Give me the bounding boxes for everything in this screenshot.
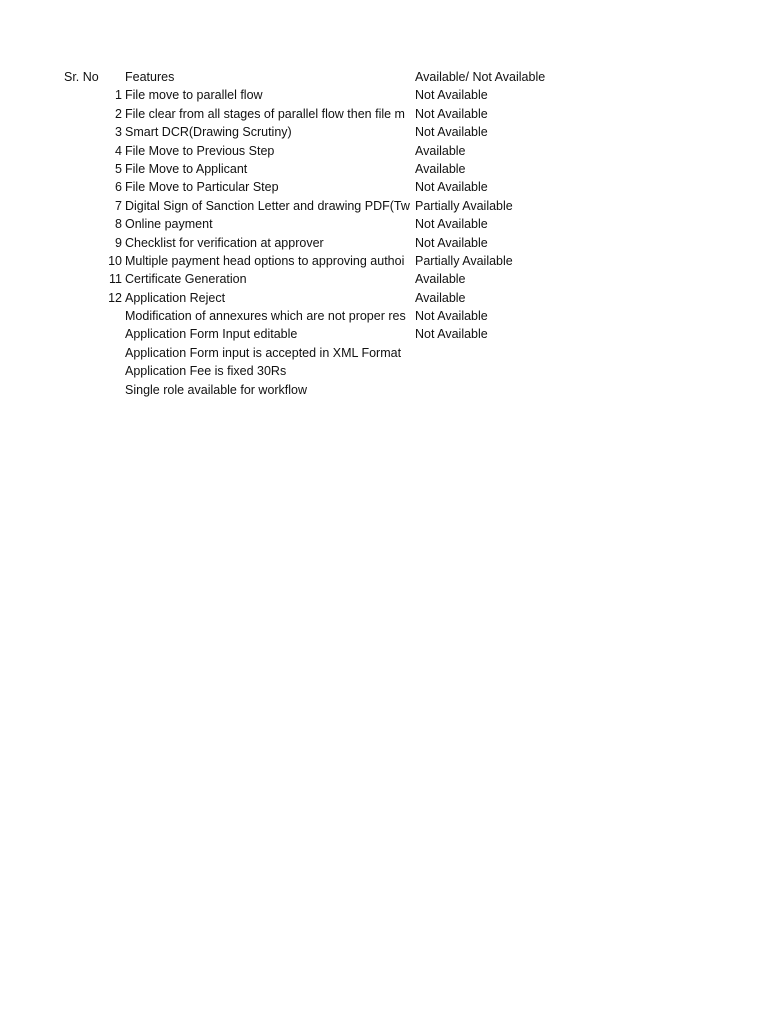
- table-row: [0, 215, 768, 233]
- row-feature: File clear from all stages of parallel flow then file m: [125, 106, 405, 121]
- table-row: [0, 307, 768, 325]
- row-status: Available: [415, 161, 466, 176]
- row-feature: Online payment: [125, 217, 213, 232]
- row-status: Available: [415, 143, 466, 158]
- row-status: Not Available: [415, 88, 488, 103]
- table-row: [0, 142, 768, 160]
- row-status: Not Available: [415, 106, 488, 121]
- table-row: [0, 325, 768, 343]
- table-row: [0, 160, 768, 178]
- table-row: [0, 252, 768, 270]
- row-srno: 2: [115, 106, 122, 121]
- row-status: Not Available: [415, 217, 488, 232]
- row-srno: 9: [115, 235, 122, 250]
- row-status: Not Available: [415, 180, 488, 195]
- table-row: [0, 381, 768, 399]
- table-row: [0, 270, 768, 288]
- row-feature: File move to parallel flow: [125, 88, 263, 103]
- row-feature: Single role available for workflow: [125, 382, 308, 397]
- row-status: Available: [415, 290, 466, 305]
- row-srno: 1: [115, 88, 122, 103]
- row-feature: Certificate Generation: [125, 272, 247, 287]
- row-feature: File Move to Applicant: [125, 161, 248, 176]
- row-feature: Smart DCR(Drawing Scrutiny): [125, 125, 292, 140]
- row-srno: 12: [108, 290, 122, 305]
- row-feature: File Move to Previous Step: [125, 143, 275, 158]
- row-feature: Multiple payment head options to approving authoi: [125, 253, 405, 268]
- row-status: Partially Available: [415, 198, 513, 213]
- table-row: [0, 289, 768, 307]
- row-feature: Application Form input is accepted in XML Format: [125, 345, 402, 360]
- row-srno: 11: [109, 272, 122, 287]
- table-row: [0, 86, 768, 104]
- feature-sheet: [0, 68, 768, 399]
- table-row: [0, 178, 768, 196]
- row-status: Partially Available: [415, 253, 513, 268]
- row-feature: Application Fee is fixed 30Rs: [125, 364, 287, 379]
- row-feature: File Move to Particular Step: [125, 180, 279, 195]
- table-row: [0, 362, 768, 380]
- row-feature: Digital Sign of Sanction Letter and drawing PDF(Tw: [125, 198, 410, 213]
- header-row: [0, 68, 768, 86]
- table-row: [0, 234, 768, 252]
- row-status: Not Available: [415, 125, 488, 140]
- table-row: [0, 105, 768, 123]
- row-srno: 7: [115, 198, 122, 213]
- header-status: Available/ Not Available: [415, 70, 546, 84]
- row-feature: Application Form Input editable: [125, 327, 298, 342]
- header-features: Features: [125, 70, 175, 84]
- header-srno: Sr. No: [64, 70, 99, 84]
- row-srno: 3: [115, 125, 122, 140]
- row-status: Not Available: [415, 309, 488, 324]
- row-feature: Checklist for verification at approver: [125, 235, 324, 250]
- row-status: Available: [415, 272, 466, 287]
- row-srno: 8: [115, 217, 122, 232]
- row-srno: 10: [108, 253, 122, 268]
- row-srno: 5: [115, 161, 122, 176]
- table-row: [0, 344, 768, 362]
- row-srno: 4: [115, 143, 122, 158]
- row-status: Not Available: [415, 327, 488, 342]
- table-row: [0, 197, 768, 215]
- table-row: [0, 123, 768, 141]
- row-srno: 6: [115, 180, 122, 195]
- row-status: Not Available: [415, 235, 488, 250]
- row-feature: Modification of annexures which are not proper res: [125, 309, 406, 324]
- row-feature: Application Reject: [125, 290, 226, 305]
